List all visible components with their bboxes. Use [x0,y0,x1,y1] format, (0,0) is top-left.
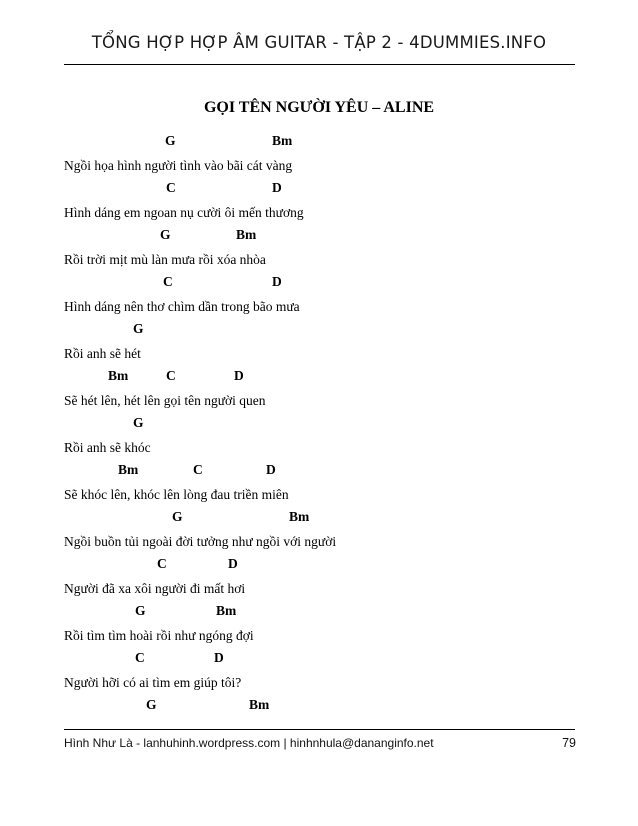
chord-symbol: G [165,133,176,148]
lyric-line: Rồi anh sẽ hét [64,346,141,361]
chord-symbol: D [272,180,282,195]
chord-symbol: Bm [236,227,257,242]
chord-symbol: D [266,462,276,477]
chord-symbol: C [166,368,176,383]
chord-symbol: G [172,509,183,524]
lyric-line: Rồi tìm tìm hoài rồi như ngóng đợi [64,628,254,643]
song-title: GỌI TÊN NGƯỜI YÊU – ALINE [203,99,435,116]
chord-symbol: G [146,697,157,712]
page-number: 79 [562,736,576,750]
lyric-line: Rồi anh sẽ khóc [64,440,151,455]
chord-symbol: D [272,274,282,289]
header-divider [64,64,575,65]
lyric-line: Người đã xa xôi người đi mất hơi [64,581,246,596]
footer-credit: Hình Như Là - lanhuhinh.wordpress.com | hinhnhula@dananginfo.net [64,736,434,750]
chord-symbol: Bm [289,509,310,524]
chord-symbol: Bm [216,603,237,618]
lyric-line: Ngồi họa hình người tình vào bãi cát vàng [64,158,293,173]
chord-symbol: C [166,180,176,195]
chord-symbol: C [135,650,145,665]
lyric-line: Hình dáng em ngoan nụ cười ôi mến thương [64,205,304,220]
chord-symbol: C [193,462,203,477]
lyric-line: Ngồi buồn tủi ngoài đời tưởng như ngồi với người [64,534,337,549]
chord-symbol: G [135,603,146,618]
chord-symbol: Bm [108,368,129,383]
chord-symbol: G [133,415,144,430]
chord-symbol: G [133,321,144,336]
chord-symbol: D [234,368,244,383]
chord-symbol: Bm [118,462,139,477]
footer-divider [64,729,575,730]
chord-symbol: Bm [272,133,293,148]
chord-symbol: C [163,274,173,289]
chord-symbol: Bm [249,697,270,712]
lyric-line: Rồi trời mịt mù làn mưa rồi xóa nhòa [64,252,266,267]
lyric-line: Sẽ khóc lên, khóc lên lòng đau triền miên [64,487,289,502]
chord-symbol: G [160,227,171,242]
chord-symbol: D [214,650,224,665]
lyric-line: Sẽ hét lên, hét lên gọi tên người quen [64,393,266,408]
lyric-line: Hình dáng nên thơ chìm dần trong bão mưa [64,299,300,314]
chord-symbol: D [228,556,238,571]
lyric-line: Người hỡi có ai tìm em giúp tôi? [64,675,242,690]
chord-symbol: C [157,556,167,571]
page-header: TỔNG HỢP HỢP ÂM GUITAR - TẬP 2 - 4DUMMIES.INFO [91,33,547,52]
